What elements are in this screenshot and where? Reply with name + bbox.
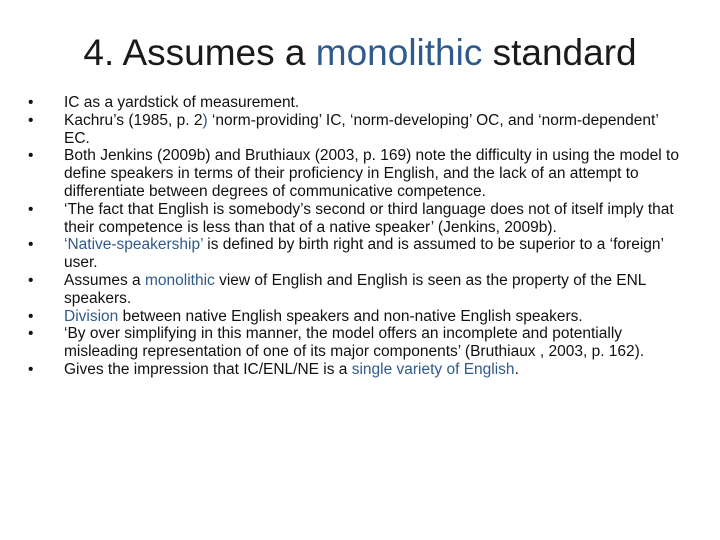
bullet-text: is defined by birth right and is assumed to be superior to a ‘foreign’ user. xyxy=(64,236,664,272)
bullet-highlight: ‘Native-speakership’ xyxy=(64,236,203,254)
bullet-text: ‘By over simplifying in this manner, the model offers an incomplete and potentially misleading representation of one of its major components’ (Bruthiaux , 2003, p. 162). xyxy=(64,325,645,361)
bullet-highlight: monolithic xyxy=(144,271,215,289)
bullet-dot-icon: • xyxy=(28,200,34,218)
bullet-dot-icon: • xyxy=(28,360,34,378)
bullet-item-6 xyxy=(27,272,687,308)
bullet-highlight: ) xyxy=(202,111,208,129)
bullet-item-9 xyxy=(27,361,687,379)
bullet-dot-icon: • xyxy=(28,94,34,111)
bullet-item-1 xyxy=(27,94,687,112)
bullet-text: Both Jenkins (2009b) and Bruthiaux (2003, p. 169) note the difficulty in using the model to define speakers in terms of their proficiency in English, and the lack of an attempt to differentiate between degrees of communicative competence. xyxy=(64,147,679,200)
bullet-text: ‘The fact that English is somebody’s second or third language does not of itself imply that their competence is less than that of a native speaker’ (Jenkins, 2009b). xyxy=(64,200,674,236)
title-text-after: standard xyxy=(482,32,637,73)
bullet-text: . xyxy=(514,360,519,378)
title-highlight: monolithic xyxy=(315,32,483,73)
bullet-highlight: single variety of English xyxy=(351,360,515,378)
bullet-item-2 xyxy=(27,112,687,148)
bullet-dot-icon: • xyxy=(28,307,34,325)
bullet-highlight: Division xyxy=(64,307,119,325)
bullet-item-8 xyxy=(27,325,687,361)
bullet-item-5 xyxy=(27,236,687,272)
bullet-dot-icon: • xyxy=(28,236,34,254)
bullet-dot-icon: • xyxy=(28,147,34,165)
bullet-dot-icon: • xyxy=(28,271,34,289)
bullet-item-7 xyxy=(27,308,687,326)
bullet-text: view of English and English is seen as the property of the ENL speakers. xyxy=(64,271,646,307)
title-text-before: 4. Assumes a xyxy=(83,32,316,73)
bullet-dot-icon: • xyxy=(28,111,34,129)
bullet-item-3 xyxy=(27,147,687,200)
bullet-text: Assumes a xyxy=(64,271,145,289)
bullet-text: IC as a yardstick of measurement. xyxy=(64,94,300,111)
bullet-item-4 xyxy=(27,201,687,237)
bullet-dot-icon: • xyxy=(28,325,34,343)
bullet-text: Gives the impression that IC/ENL/NE is a xyxy=(64,360,352,378)
bullet-list xyxy=(27,94,687,379)
bullet-text: Kachru’s (1985, p. 2 xyxy=(64,111,203,129)
slide-title xyxy=(0,30,720,76)
bullet-text: ‘norm-providing’ IC, ‘norm-developing’ OC, and ‘norm-dependent’ EC. xyxy=(64,111,659,147)
bullet-text: between native English speakers and non-native English speakers. xyxy=(118,307,583,325)
